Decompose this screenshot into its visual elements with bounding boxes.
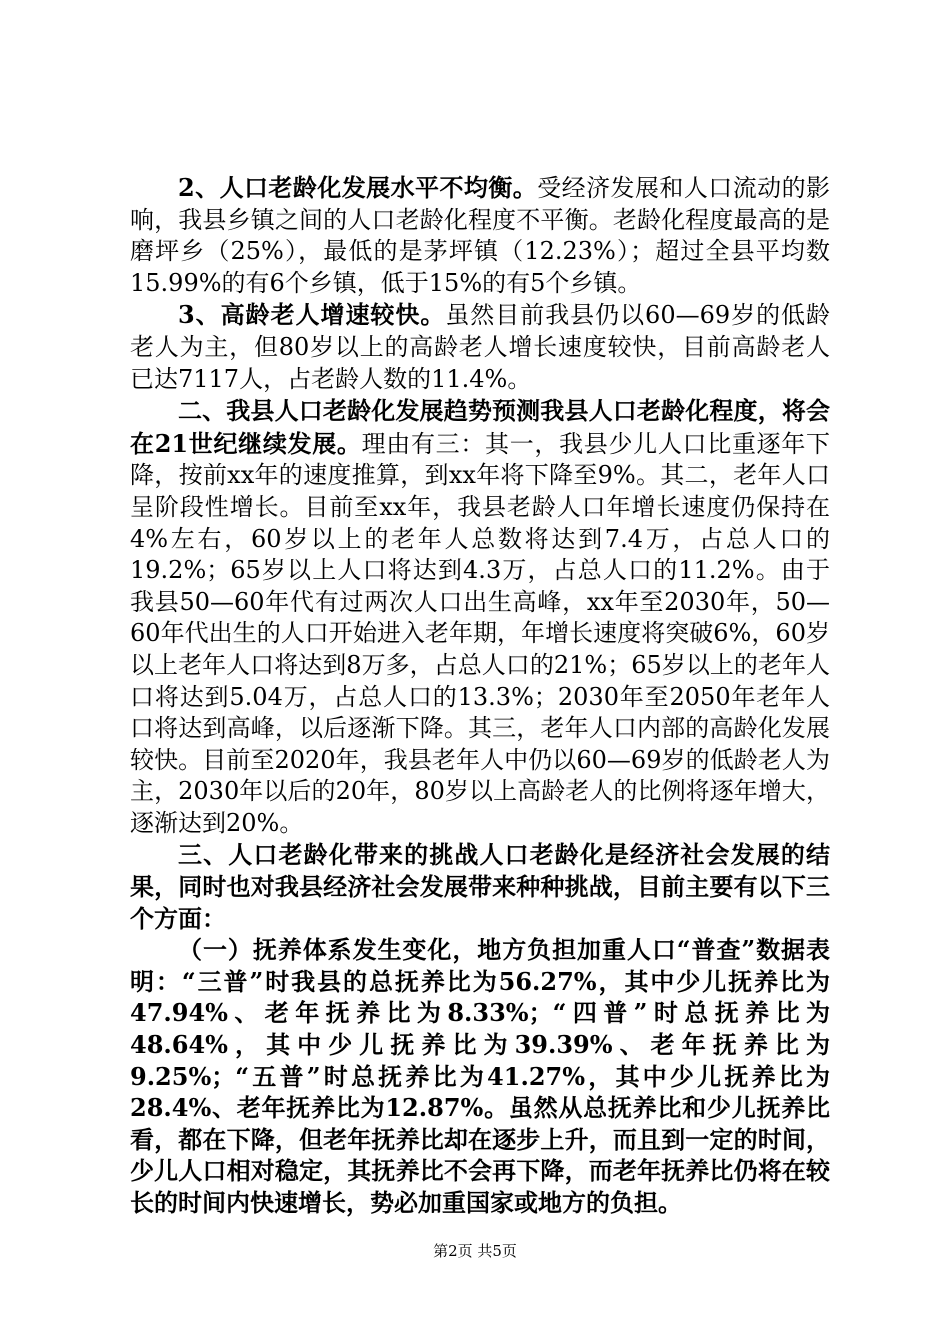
- paragraph-trend-forecast: [130, 395, 830, 839]
- document-body: [130, 172, 830, 1219]
- paragraph-heading: 二、我县人口老龄化发展趋势预测我县人口老龄化程度，将会在21世纪继续发展。: [130, 396, 830, 458]
- page-number-footer: 第2页 共5页: [433, 1242, 517, 1260]
- paragraph-uneven-aging: [130, 172, 830, 299]
- paragraph-text: 三、人口老龄化带来的挑战人口老龄化是经济社会发展的结果，同时也对我县经济社会发展带来种种挑战，目前主要有以下三个方面：: [130, 840, 830, 933]
- paragraph-text: 受经济发展和人口流动的影响，我县乡镇之间的人口老龄化程度不平衡。老龄化程度最高的是磨坪乡（25%），最低的是茅坪镇（12.23%）；超过全县平均数15.99%的有6个乡镇，低于15%的有5个乡镇。: [130, 174, 830, 297]
- paragraph-challenges: [130, 839, 830, 934]
- paragraph-text: 虽然目前我县仍以60—69岁的低龄老人为主，但80岁以上的高龄老人增长速度较快，目前高龄老人已达7117人，占老龄人数的11.4%。: [130, 301, 830, 393]
- paragraph-heading: 3、高龄老人增速较快。: [178, 300, 446, 330]
- paragraph-text: （一）抚养体系发生变化，地方负担加重人口“普查”数据表明：“三普”时我县的总抚养比为56.27%，其中少儿抚养比为47.94%、老年抚养比为8.33%；“四普”时总抚养比为48.64%，其中少儿抚养比为39.39%、老年抚养比为9.25%；“五普”时总抚养比为41.27%，其中少儿抚养比为28.4%、老年抚养比为12.87%。虽然从总抚养比和少儿抚养比看，都在下降，但老年抚养比却在逐步上升，而且到一定的时间，少儿人口相对稳定，其抚养比不会再下降，而老年抚养比仍将在较长的时间内快速增长，势必加重国家或地方的负担。: [130, 935, 830, 1217]
- paragraph-text: 理由有三：其一，我县少儿人口比重逐年下降，按前xx年的速度推算，到xx年将下降至9%。其二，老年人口呈阶段性增长。目前至xx年，我县老龄人口年增长速度仍保持在4%左右，60岁以上的老年人总数将达到7.4万，占总人口的19.2%；65岁以上人口将达到4.3万，占总人口的11.2%。由于我县50—60年代有过两次人口出生高峰，xx年至2030年，50—60年代出生的人口开始进入老年期，年增长速度将突破6%，60岁以上老年人口将达到8万多，占总人口的21%；65岁以上的老年人口将达到5.04万，占总人口的13.3%；2030年至2050年老年人口将达到高峰，以后逐渐下降。其三，老年人口内部的高龄化发展较快。目前至2020年，我县老年人中仍以60—69岁的低龄老人为主，2030年以后的20年，80岁以上高龄老人的比例将逐年增大，逐渐达到20%。: [130, 429, 831, 837]
- paragraph-elderly-growth: [130, 299, 830, 395]
- paragraph-heading: 2、人口老龄化发展水平不均衡。: [178, 173, 538, 202]
- paragraph-dependency-ratio: [130, 934, 830, 1218]
